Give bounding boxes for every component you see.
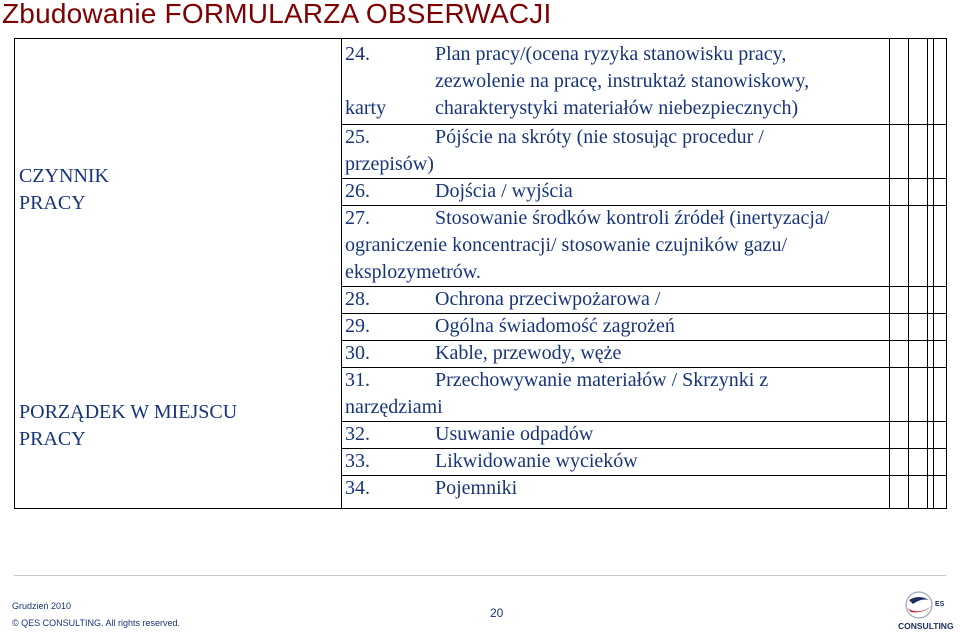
footer-divider [14,575,946,576]
checkbox-column-divider [889,39,890,508]
list-item: 27. Stosowanie środków kontroli źródeł (inertyzacja/ ograniczenie koncentracji/ stosowanie czujników gazu/ eksplozymetrów. [345,207,830,283]
list-item: 29. Ogólna świadomość zagrożeń [345,315,675,337]
logo-small-text: ES [935,601,945,608]
checkbox-column-divider [933,39,934,508]
checkbox-column-divider [908,39,909,508]
list-item: 34. Pojemniki [345,477,518,499]
logo-globe-icon [906,592,932,618]
category-porzadek-w-miejscu-pracy: PORZĄDEK W MIEJSCU PRACY [19,401,238,450]
slide-title: Zbudowanie FORMULARZA OBSERWACJI [2,0,552,29]
logo-text: CONSULTING [898,621,954,631]
list-item: 32. Usuwanie odpadów [345,423,594,445]
list-item: 25. Pójście na skróty (nie stosując procedur / przepisów) [345,126,764,175]
footer-copyright: © QES CONSULTING. All rights reserved. [12,618,181,628]
footer-date: Grudzień 2010 [12,601,72,611]
list-item: 31. Przechowywanie materiałów / Skrzynki z narzędziami [345,369,769,418]
list-item: 28. Ochrona przeciwpożarowa / [345,288,661,310]
qes-consulting-logo [897,590,957,636]
column-divider [341,39,342,508]
category-czynnik-pracy: CZYNNIK PRACY [19,165,109,214]
checkbox-column-divider [927,39,928,508]
observation-form-table [14,38,947,509]
list-item: 26. Dojścia / wyjścia [345,180,573,202]
list-item: 30. Kable, przewody, węże [345,342,622,364]
list-item: 33. Likwidowanie wycieków [345,450,638,472]
list-item: 24. Plan pracy/(ocena ryzyka stanowisku pracy, zezwolenie na pracę, instruktaż stanowiskowy, karty charakterystyki materiałów niebezpiecznych) [345,43,810,119]
page-number: 20 [490,606,504,620]
